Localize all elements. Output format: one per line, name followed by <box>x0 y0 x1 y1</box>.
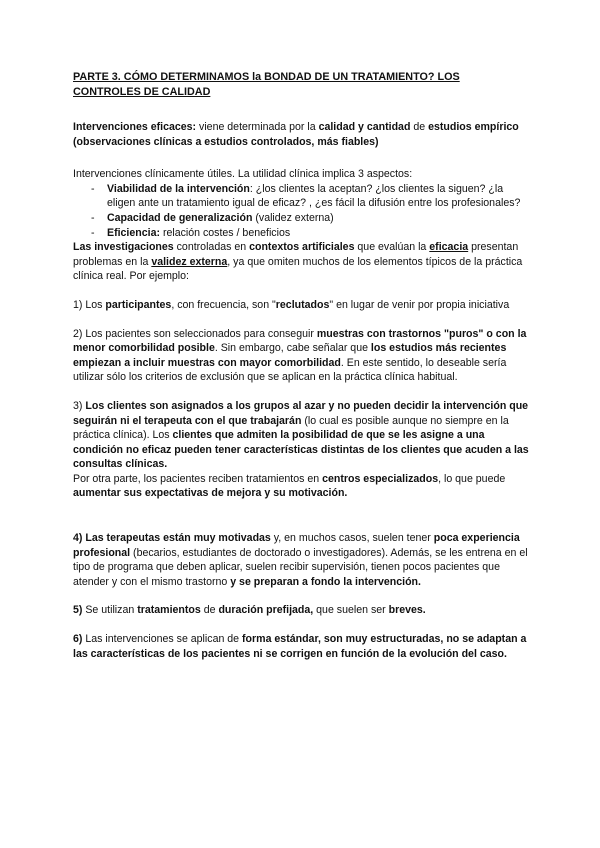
section-title <box>73 70 533 100</box>
text-span: 4) Las terapeutas están muy motivadas <box>73 532 271 545</box>
list-item <box>91 226 533 241</box>
text-span: presentan problemas en la <box>73 241 519 268</box>
paragraph-intervenciones-eficaces <box>73 120 533 149</box>
text-span: Se utilizan <box>82 604 138 617</box>
text-span: Intervenciones eficaces: <box>73 121 197 133</box>
paragraph-point-6 <box>73 632 533 661</box>
text-span: y, en muchos casos, suelen tener <box>270 532 434 545</box>
text-span: eficacia <box>429 241 469 254</box>
text-span: 3) <box>73 399 86 412</box>
text-span: participantes <box>105 298 172 311</box>
paragraph-utilidad-clinica: Intervenciones clínicamente útiles. La utilidad clínica implica 3 aspectos: <box>73 168 413 181</box>
text-span: " en lugar de venir por propia iniciativa <box>329 298 510 311</box>
paragraph-point-3 <box>73 399 533 501</box>
text-span: viene determinada por la <box>196 121 319 133</box>
text-span: tratamientos <box>137 604 201 617</box>
text-span: poca experiencia profesional <box>73 532 520 559</box>
text-span: Las investigaciones <box>73 241 174 254</box>
text-span: Capacidad de generalización <box>107 211 253 224</box>
text-span: Las intervenciones se aplican de <box>82 633 243 646</box>
text-span: que evalúan la <box>354 241 430 254</box>
text-span: breves. <box>388 604 426 617</box>
text-span: . Sin embargo, cabe señalar que <box>214 342 371 355</box>
paragraph-point-2 <box>73 327 533 385</box>
title-line-1: PARTE 3. CÓMO DETERMINAMOS la BONDAD DE UN TRATAMIENTO? LOS <box>73 71 460 83</box>
text-span: duración prefijada, <box>218 604 314 617</box>
text-span: de <box>200 604 219 617</box>
paragraph-point-1 <box>73 298 533 313</box>
text-span: 5) <box>73 604 83 617</box>
text-span: , ya que omiten muchos de los elementos típicos de la práctica clínica real. Por ejemplo: <box>73 255 523 283</box>
text-span: y se preparan a fondo la intervención. <box>230 575 421 588</box>
text-span: calidad y cantidad <box>318 121 411 133</box>
text-span: los estudios más recientes empiezan a incluir muestras con mayor comorbilidad <box>73 342 507 369</box>
text-span: Viabilidad de la intervención <box>107 182 250 195</box>
text-span: (validez externa) <box>252 211 334 224</box>
text-span: , con frecuencia, son " <box>171 298 276 311</box>
text-span: que suelen ser <box>313 604 389 617</box>
paragraph-point-5 <box>73 603 533 618</box>
text-span: , lo que puede <box>438 472 506 485</box>
text-span: 2) Los pacientes son seleccionados para conseguir <box>73 327 317 340</box>
text-span: forma estándar, son muy estructuradas, no se adaptan a las características de los pacientes ni se corrigen en función de la evolución del caso. <box>73 633 527 660</box>
text-span: 1) Los <box>73 298 106 311</box>
text-span: Los clientes son asignados a los grupos al azar y no pueden decidir la intervención que seguirán ni el terapeuta con el que trabajarán <box>73 399 529 427</box>
paragraph-point-4 <box>73 531 533 589</box>
text-span: 6) <box>73 633 83 646</box>
text-span: clientes que admiten la posibilidad de que se les asigne a una condición no eficaz pueden tener características distintas de los clientes que acuden a las consultas clínicas. <box>73 429 529 471</box>
text-span: contextos artificiales <box>249 241 355 254</box>
text-span: relación costes / beneficios <box>160 226 291 239</box>
text-span: . En este sentido, lo deseable sería utilizar sólo los criterios de exclusión que se aplican en la práctica clínica habitual. <box>73 356 507 384</box>
text-span: muestras con trastornos "puros" o con la menor comorbilidad posible <box>73 327 527 355</box>
text-span: (lo cual es posible aunque no siempre en la práctica clínica). Los <box>73 414 509 442</box>
text-span: estudios empírico (observaciones clínicas a estudios controlados, más fiables) <box>73 121 519 148</box>
text-span: centros especializados <box>322 472 439 485</box>
text-span: : ¿los clientes la aceptan? ¿los clientes la siguen? ¿la eligen ante un tratamiento igual de eficaz? , ¿es fácil la difusión entre los profesionales? <box>107 182 521 210</box>
list-item <box>91 182 533 211</box>
text-span: controladas en <box>173 241 250 254</box>
text-span: Por otra parte, los pacientes reciben tratamientos en <box>73 472 323 485</box>
text-span: (becarios, estudiantes de doctorado o investigadores). Además, se les entrena en el tipo de programa que deben aplicar, suelen recibir supervisión, tienen pocos pacientes que atender y con el mismo trastorno <box>73 546 528 588</box>
aspects-list <box>73 182 533 240</box>
list-item <box>91 211 533 226</box>
paragraph-investigaciones <box>73 240 533 284</box>
text-span: reclutados <box>275 298 330 311</box>
document-page <box>73 70 533 661</box>
text-span: de <box>410 121 429 133</box>
text-span: validez externa <box>151 255 228 268</box>
text-span: aumentar sus expectativas de mejora y su motivación. <box>73 487 348 500</box>
title-line-2: CONTROLES DE CALIDAD <box>73 86 211 98</box>
text-span: Eficiencia: <box>107 226 160 239</box>
